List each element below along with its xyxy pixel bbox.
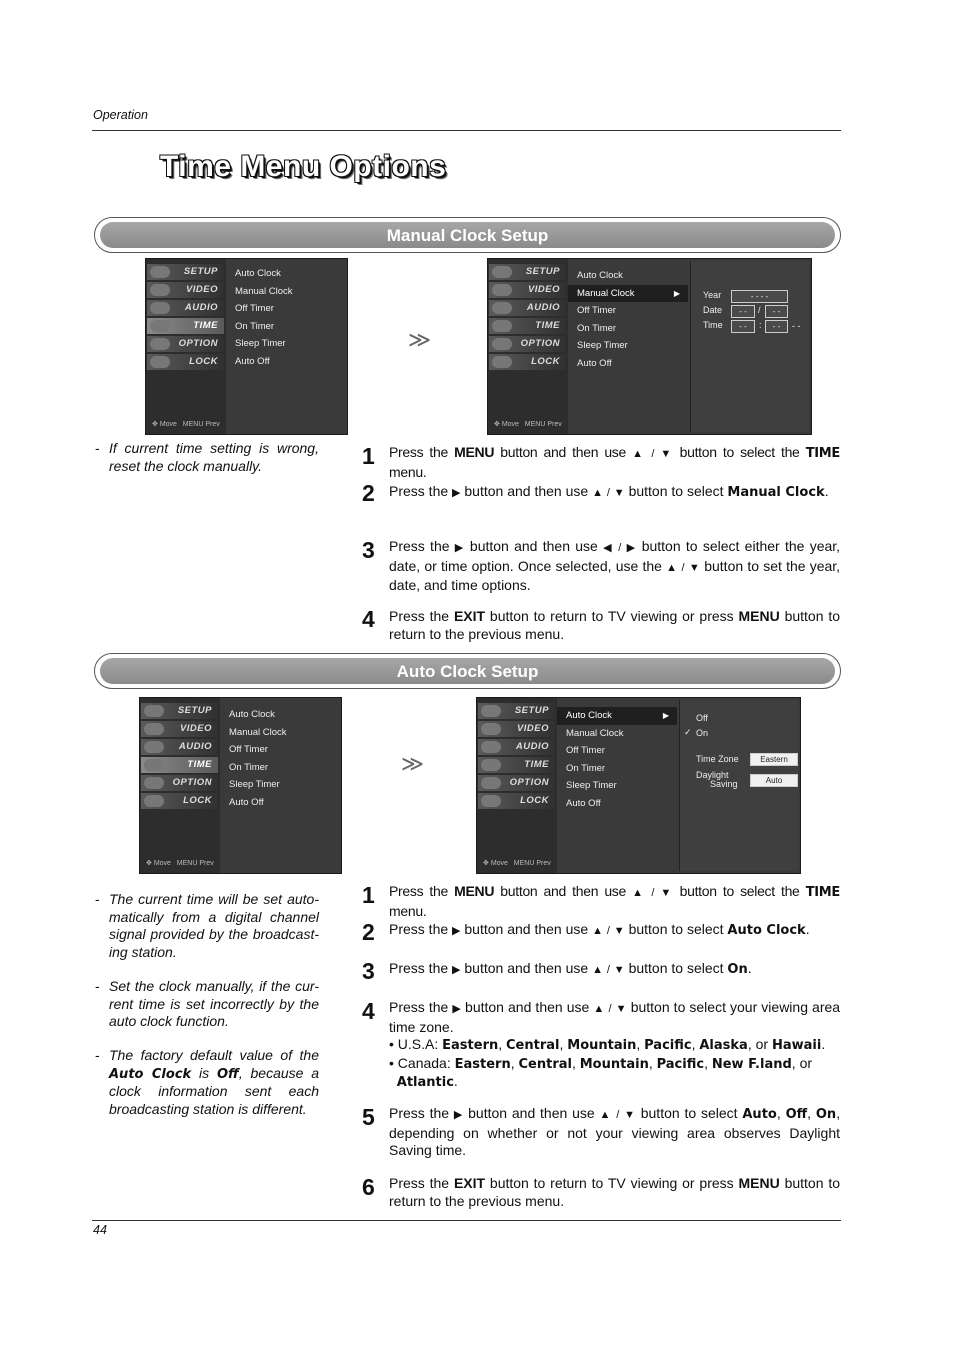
osd-item-auto-off: Auto Off — [235, 355, 270, 367]
osd-item-auto-off: Auto Off — [577, 357, 612, 369]
chevron-right-icon: ≫ — [408, 328, 432, 353]
manual-clock-submenu — [690, 261, 809, 432]
osd-items — [557, 707, 677, 813]
osd-item-on-timer: On Timer — [566, 762, 606, 774]
time-zone-value: Eastern — [750, 753, 798, 766]
tab-time: TIME — [141, 757, 218, 773]
date-separator: / — [758, 305, 761, 315]
day-field: - - — [765, 305, 788, 318]
audio-icon — [144, 741, 164, 753]
lock-icon — [150, 356, 170, 368]
time-icon — [150, 320, 170, 332]
tab-video: VIDEO — [489, 282, 566, 298]
tab-time: TIME — [147, 318, 224, 334]
osd-item-sleep-timer: Sleep Timer — [235, 338, 286, 350]
auto-step-1-number: 1 — [362, 882, 375, 908]
tab-setup: SETUP — [489, 264, 566, 280]
osd-footer: ✥ Move MENU Prev — [494, 421, 562, 428]
osd-item-on-timer: On Timer — [235, 320, 275, 332]
page-title: Time Menu Options — [160, 150, 447, 183]
auto-step-6-text: Press the EXIT button to return to TV viewing or press MENU button to return to the previous menu. — [389, 1175, 841, 1209]
section-label: Operation — [93, 108, 148, 122]
hour-field: - - — [731, 320, 755, 333]
tab-video: VIDEO — [141, 721, 218, 737]
video-icon — [492, 284, 512, 296]
auto-step-3-text: Press the ▶ button and then use ▲ / ▼ button to select On. — [389, 960, 752, 977]
auto-note-1: - The current time will be set auto-matically from a digital channel signal provided by the broadcast-ing station. — [95, 891, 319, 960]
auto-note-3: - The factory default value of the Auto Clock is Off, because a clock information sent each broadcasting station is different. — [95, 1047, 320, 1117]
tab-setup: SETUP — [141, 703, 218, 719]
osd-item-manual-clock: Manual Clock — [229, 726, 287, 738]
move-icon: ✥ — [483, 860, 489, 867]
tab-audio: AUDIO — [147, 300, 224, 316]
setup-icon — [144, 705, 164, 717]
tab-option: OPTION — [141, 775, 218, 791]
setup-icon — [150, 266, 170, 278]
tab-time: TIME — [478, 757, 555, 773]
auto-step-5-text: Press the ▶ button and then use ▲ / ▼ button to select Auto, Off, On, depending on whether or not your viewing area observes Daylight Saving time. — [389, 1105, 841, 1158]
auto-clock-submenu — [679, 700, 798, 871]
manual-step-3-text: Press the ▶ button and then use ◀ / ▶ button to select either the year, date, or time option. Once selected, use the ▲ / ▼ button to set the year, date, and time options. — [389, 538, 841, 593]
time-icon — [492, 320, 512, 332]
tab-option: OPTION — [478, 775, 555, 791]
tab-audio: AUDIO — [489, 300, 566, 316]
auto-step-1-text: Press the MENU button and then use ▲ / ▼ button to select the TIME menu. — [389, 883, 841, 919]
audio-icon — [150, 302, 170, 314]
osd-menu-auto-clock — [476, 697, 801, 874]
osd-footer: ✥ Move MENU Prev — [152, 421, 220, 428]
option-icon — [144, 777, 164, 789]
osd-menu-time — [145, 258, 348, 435]
manual-step-3-number: 3 — [362, 537, 375, 563]
video-icon — [481, 723, 501, 735]
move-icon: ✥ — [152, 421, 158, 428]
tab-lock: LOCK — [141, 793, 218, 809]
osd-item-off-timer: Off Timer — [229, 744, 268, 756]
daylight-saving-value: Auto — [750, 774, 798, 787]
osd-footer: ✥ Move MENU Prev — [483, 860, 551, 867]
osd-menu-time-2 — [139, 697, 342, 874]
tab-lock: LOCK — [147, 354, 224, 370]
auto-step-4-number: 4 — [362, 998, 375, 1024]
osd-tabs — [488, 259, 568, 434]
manual-step-1-number: 1 — [362, 443, 375, 469]
tab-lock: LOCK — [478, 793, 555, 809]
osd-tabs — [146, 259, 226, 434]
osd-items — [220, 706, 340, 812]
osd-items — [568, 267, 688, 373]
osd-item-auto-off: Auto Off — [229, 796, 264, 808]
arrow-right-icon: ▶ — [673, 288, 680, 298]
osd-item-manual-clock: Manual Clock — [235, 285, 293, 297]
auto-step-3-number: 3 — [362, 958, 375, 984]
auto-step-6-number: 6 — [362, 1174, 375, 1200]
tab-setup: SETUP — [478, 703, 555, 719]
osd-item-sleep-timer: Sleep Timer — [566, 780, 617, 792]
option-icon — [150, 338, 170, 350]
manual-step-1-text: Press the MENU button and then use ▲ / ▼ button to select the TIME menu. — [389, 444, 841, 480]
lock-icon — [144, 795, 164, 807]
option-on: On — [696, 728, 709, 738]
setup-icon — [492, 266, 512, 278]
audio-icon — [481, 741, 501, 753]
arrow-right-icon: ▶ — [662, 711, 669, 720]
tab-option: OPTION — [489, 336, 566, 352]
month-field: - - — [731, 305, 755, 318]
osd-items — [226, 265, 346, 371]
date-label: Date — [703, 305, 723, 315]
tab-option: OPTION — [147, 336, 224, 352]
osd-footer: ✥ Move MENU Prev — [146, 860, 214, 867]
osd-menu-manual-clock — [487, 258, 812, 435]
chevron-right-icon: ≫ — [401, 752, 425, 777]
osd-item-off-timer: Off Timer — [566, 745, 605, 757]
manual-clock-banner-title: Manual Clock Setup — [100, 222, 835, 248]
video-icon — [144, 723, 164, 735]
lock-icon — [481, 795, 501, 807]
tab-time: TIME — [489, 318, 566, 334]
time-label: Time — [703, 320, 723, 330]
osd-item-auto-clock: Auto Clock — [235, 268, 281, 279]
tab-setup: SETUP — [147, 264, 224, 280]
lock-icon — [492, 356, 512, 368]
video-icon — [150, 284, 170, 296]
osd-item-sleep-timer: Sleep Timer — [577, 340, 628, 352]
osd-item-auto-off: Auto Off — [566, 797, 601, 809]
tab-video: VIDEO — [478, 721, 555, 737]
option-icon — [481, 777, 501, 789]
osd-item-auto-clock: Auto Clock — [229, 709, 275, 720]
auto-step-2-number: 2 — [362, 919, 375, 945]
osd-item-off-timer: Off Timer — [577, 305, 616, 317]
auto-step-5-number: 5 — [362, 1104, 375, 1130]
minute-field: - - — [765, 320, 788, 333]
tab-audio: AUDIO — [141, 739, 218, 755]
osd-tabs — [477, 698, 557, 873]
auto-step-2-text: Press the ▶ button and then use ▲ / ▼ button to select Auto Clock. — [389, 921, 810, 938]
osd-item-sleep-timer: Sleep Timer — [229, 779, 280, 791]
manual-note: - If current time setting is wrong, reset the clock manually. — [95, 440, 319, 474]
tab-audio: AUDIO — [478, 739, 555, 755]
footer-rule — [92, 1220, 841, 1221]
page-number: 44 — [93, 1223, 107, 1237]
osd-tabs — [140, 698, 220, 873]
tab-lock: LOCK — [489, 354, 566, 370]
move-icon: ✥ — [146, 860, 152, 867]
osd-item-manual-clock: Manual Clock ▶ — [568, 285, 688, 303]
ampm-field: - - — [792, 321, 801, 331]
year-field: - - - - — [731, 290, 788, 303]
year-label: Year — [703, 290, 722, 300]
audio-icon — [492, 302, 512, 314]
auto-clock-banner — [94, 653, 841, 689]
osd-item-on-timer: On Timer — [229, 761, 269, 773]
option-icon — [492, 338, 512, 350]
manual-step-4-number: 4 — [362, 606, 375, 632]
time-separator: : — [759, 320, 762, 330]
osd-item-auto-clock: Auto Clock — [577, 270, 623, 281]
daylight-saving-label-2: Saving — [710, 779, 738, 789]
osd-item-manual-clock: Manual Clock — [566, 727, 624, 739]
time-zone-label: Time Zone — [696, 754, 739, 764]
time-icon — [144, 759, 164, 771]
time-icon — [481, 759, 501, 771]
setup-icon — [481, 705, 501, 717]
manual-step-2-number: 2 — [362, 480, 375, 506]
osd-item-off-timer: Off Timer — [235, 303, 274, 315]
tab-video: VIDEO — [147, 282, 224, 298]
daylight-saving-label-1: Daylight — [696, 770, 729, 780]
osd-item-auto-clock: Auto Clock ▶ — [557, 707, 677, 725]
check-icon: ✓ — [684, 727, 692, 737]
auto-clock-banner-title: Auto Clock Setup — [100, 658, 835, 684]
auto-note-2: - Set the clock manually, if the cur-rent time is set incorrectly by the auto clock function. — [95, 978, 319, 1029]
move-icon: ✥ — [494, 421, 500, 428]
header-rule — [92, 130, 841, 131]
option-off: Off — [696, 713, 708, 723]
auto-step-4-text: Press the ▶ button and then use ▲ / ▼ button to select your viewing area time zone. • U.S.A: Eastern, Central, Mountain, Pacific, Alaska, or Hawaii. • Canada: Eastern, Central, Mountain, Pacific, New F.land, or Atlantic. — [389, 999, 841, 1090]
manual-clock-banner — [94, 217, 841, 253]
osd-item-on-timer: On Timer — [577, 322, 617, 334]
manual-step-2-text: Press the ▶ button and then use ▲ / ▼ button to select Manual Clock. — [389, 483, 829, 500]
manual-step-4-text: Press the EXIT button to return to TV viewing or press MENU button to return to the previous menu. — [389, 608, 841, 642]
